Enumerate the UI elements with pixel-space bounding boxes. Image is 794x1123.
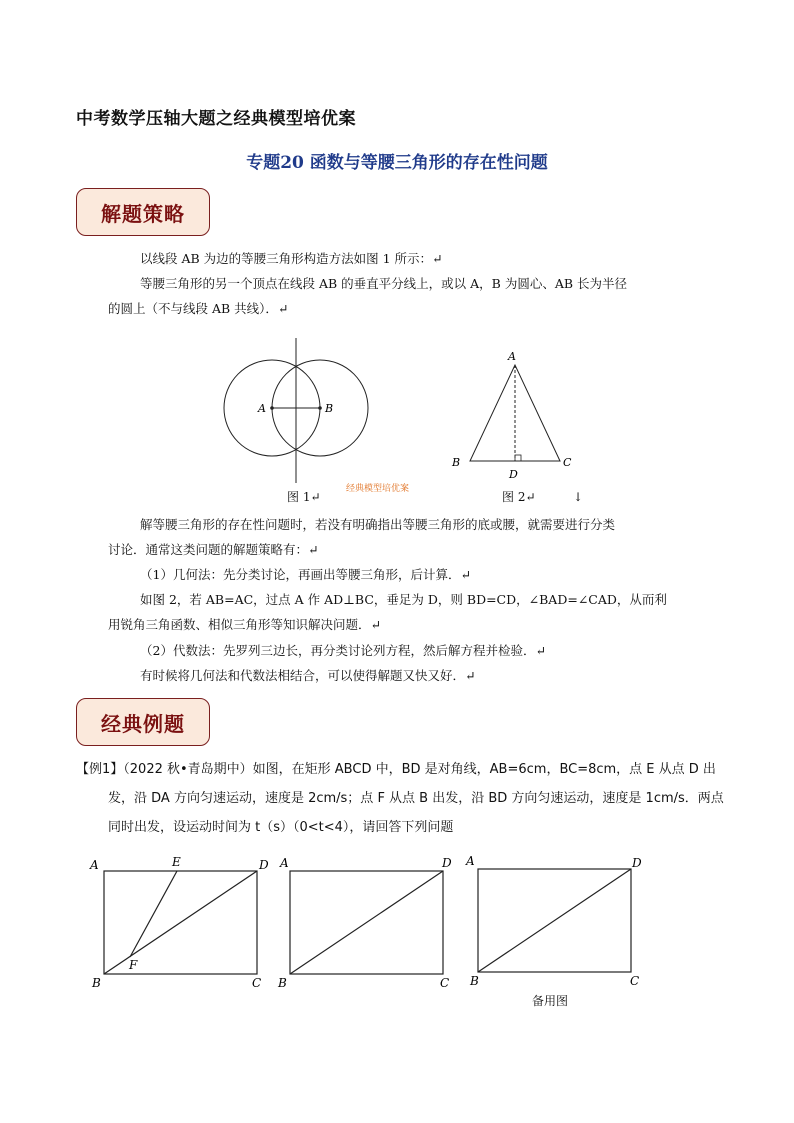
rect1-label-e: E [172,855,181,869]
section-examples-label [76,698,210,746]
rect2-label-d: D [442,856,452,870]
fig1-label-a: A [258,402,266,415]
section-strategy-label [76,188,210,236]
watermark-text: 经典模型培优案 [346,484,410,494]
rect1-label-d: D [259,858,269,872]
strategy-paragraph-4: 解等腰三角形的存在性问题时，若没有明确指出等腰三角形的底或腰，就需要进行分类 [140,517,616,532]
strategy-paragraph-10: 有时候将几何法和代数法相结合，可以使得解题又快又好．↵ [140,668,476,683]
example-line-3: 同时出发，设运动时间为 t（s）（0<t<4），请回答下列问题 [108,820,454,835]
rect3-label-b: B [470,974,479,988]
fig2-label-b: B [452,456,461,469]
rectangle-figure-spare [460,851,650,993]
rect1-label-b: B [92,976,101,990]
topic-subtitle: 专题20 函数与等腰三角形的存在性问题 [246,153,548,173]
fig1-label-b: B [325,402,334,415]
spare-figure-caption: 备用图 [532,994,569,1008]
figure-1-caption: 图 1↵ [287,490,321,504]
example-line-1: 【例1】（2022 秋•青岛期中）如图，在矩形 ABCD 中，BD 是对角线，AB=6cm，BC=8cm，点 E 从点 D 出 [76,762,716,777]
strategy-paragraph-2: 等腰三角形的另一个顶点在线段 AB 的垂直平分线上，或以 A，B 为圆心、AB 长为半径 [140,276,628,291]
fig2-label-c: C [563,456,572,469]
figure-2-triangle [446,345,586,485]
rect1-label-f: F [129,958,138,972]
rectangle-figure-2 [272,853,462,993]
section-examples-text: 经典例题 [101,711,185,736]
rect1-label-c: C [252,976,262,990]
rect2-label-b: B [278,976,287,990]
strategy-paragraph-3: 的圆上（不与线段 AB 共线）．↵ [108,301,289,316]
cursor-mark-icon: ↓ [573,490,584,504]
rect1-label-a: A [90,858,99,872]
section-strategy-text: 解题策略 [101,201,185,226]
figure-1-circles [214,338,384,488]
rect3-label-c: C [630,974,640,988]
rectangle-figure-main [86,853,276,993]
fig2-label-d: D [509,468,518,481]
strategy-paragraph-6: （1）几何法：先分类讨论，再画出等腰三角形，后计算．↵ [140,567,471,582]
page-title: 中考数学压轴大题之经典模型培优案 [76,109,356,129]
strategy-paragraph-8: 用锐角三角函数、相似三角形等知识解决问题．↵ [108,617,381,632]
rect3-label-d: D [632,856,642,870]
fig2-label-a: A [508,350,516,363]
rect2-label-a: A [280,856,289,870]
strategy-paragraph-1: 以线段 AB 为边的等腰三角形构造方法如图 1 所示：↵ [140,251,443,266]
strategy-paragraph-9: （2）代数法：先罗列三边长，再分类讨论列方程，然后解方程并检验．↵ [140,643,546,658]
figure-2-caption: 图 2↵ [502,490,536,504]
rect2-label-c: C [440,976,450,990]
example-line-2: 发，沿 DA 方向匀速运动，速度是 2cm/s；点 F 从点 B 出发，沿 BD 方向匀速运动，速度是 1cm/s．两点 [108,791,724,806]
rect3-label-a: A [466,854,475,868]
strategy-paragraph-5: 讨论．通常这类问题的解题策略有：↵ [108,542,319,557]
strategy-paragraph-7: 如图 2，若 AB=AC，过点 A 作 AD⊥BC，垂足为 D，则 BD=CD，∠BAD=∠CAD，从而利 [140,592,667,607]
